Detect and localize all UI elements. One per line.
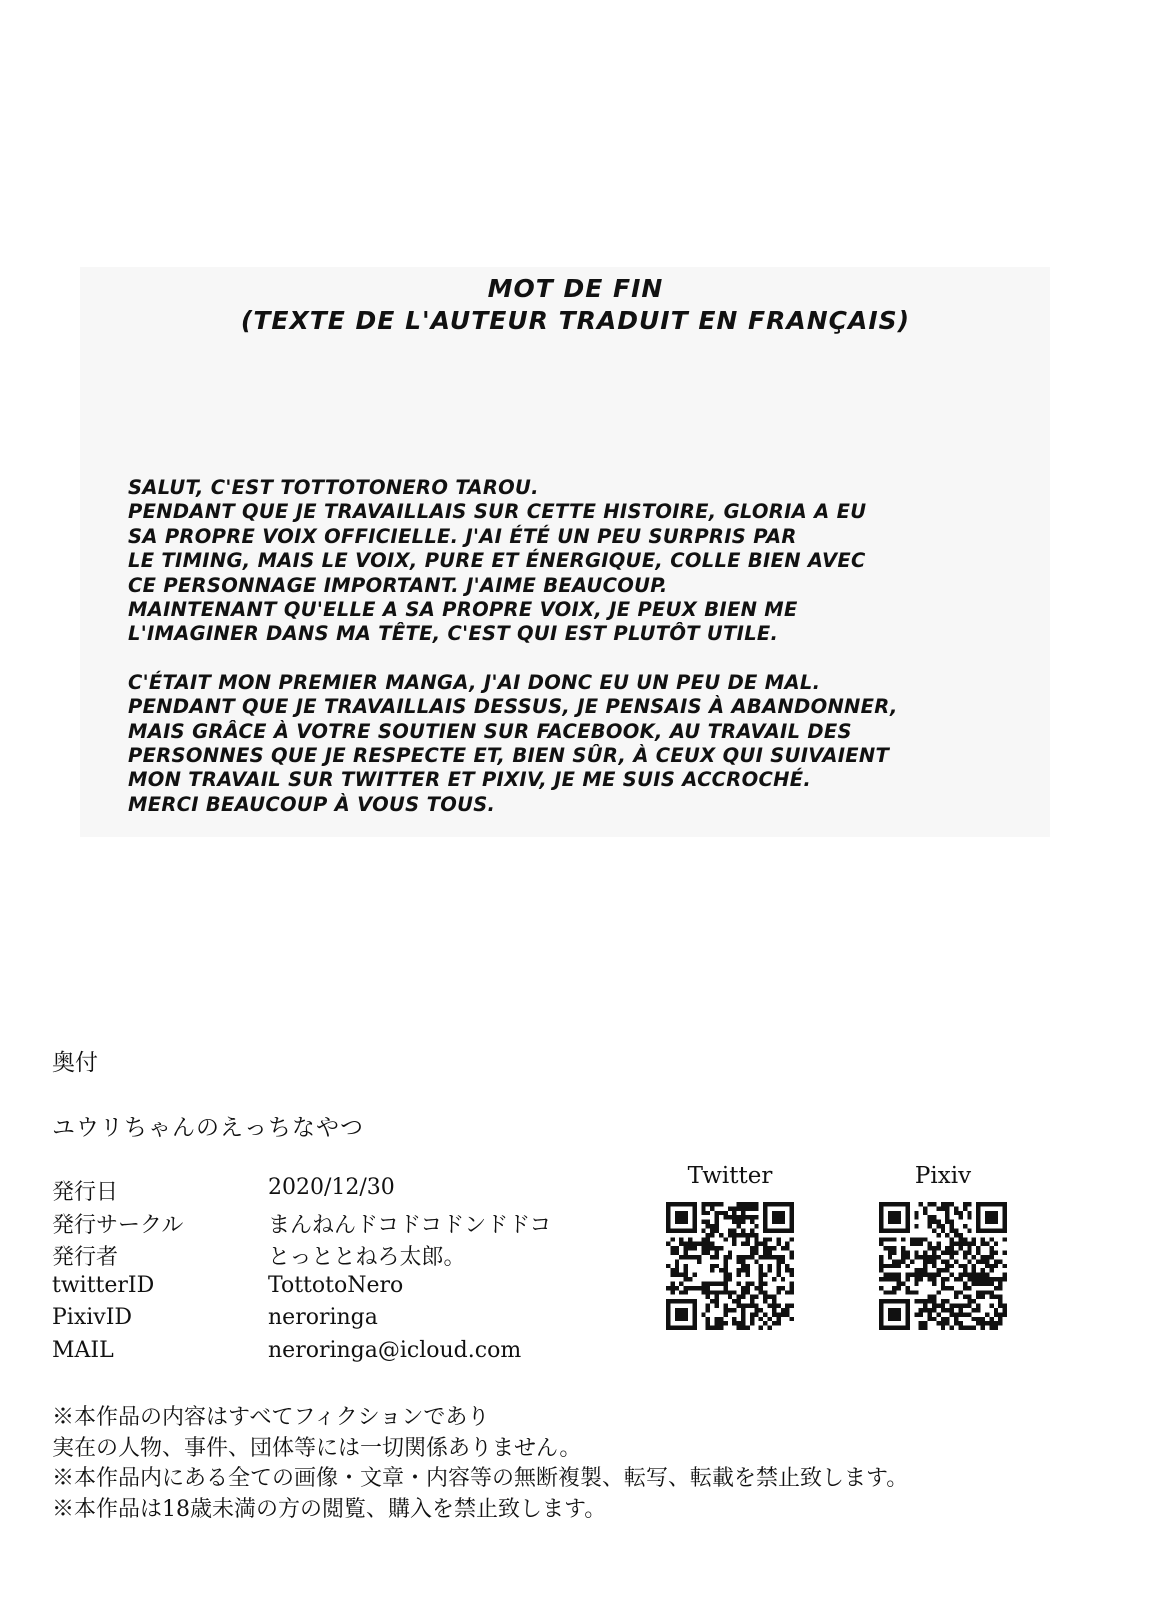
- afterword-line: PENDANT QUE JE TRAVAILLAIS DESSUS, JE PENSAIS À ABANDONNER,: [128, 695, 898, 719]
- afterword-line: MERCI BEAUCOUP À VOUS TOUS.: [128, 792, 496, 816]
- afterword-line: L'IMAGINER DANS MA TÊTE, C'EST QUI EST PLUTÔT UTILE.: [128, 622, 779, 646]
- colophon-heading: 奥付: [52, 1050, 98, 1076]
- notice-line: 実在の人物、事件、団体等には一切関係ありません。: [52, 1435, 582, 1461]
- afterword-line: SA PROPRE VOIX OFFICIELLE. J'AI ÉTÉ UN PEU SURPRIS PAR: [128, 524, 797, 548]
- qr-code-icon[interactable]: [879, 1202, 1007, 1330]
- afterword-line: PENDANT QUE JE TRAVAILLAIS SUR CETTE HISTOIRE, GLORIA A EU: [128, 500, 867, 524]
- info-label: 発行サークル: [52, 1212, 184, 1238]
- info-label: twitterID: [52, 1272, 155, 1298]
- afterword-subtitle: (TEXTE DE L'AUTEUR TRADUIT EN FRANÇAIS): [240, 306, 911, 335]
- notice-line: ※本作品は18歳未満の方の閲覧、購入を禁止致します。: [52, 1496, 607, 1522]
- twitter-qr-block: [664, 1162, 796, 1330]
- afterword-paragraph: [128, 671, 1048, 817]
- qr-code-icon[interactable]: [666, 1202, 794, 1330]
- qr-label-twitter: Twitter: [687, 1163, 773, 1189]
- pixiv-qr-block: [877, 1162, 1009, 1330]
- afterword-line: MAINTENANT QU'ELLE A SA PROPRE VOIX, JE PEUX BIEN ME: [128, 598, 798, 622]
- info-label: 発行者: [52, 1245, 119, 1270]
- info-label: 発行日: [52, 1180, 119, 1205]
- info-value: まんねんドコドコドンドドコ: [268, 1212, 552, 1238]
- afterword-line: C'ÉTAIT MON PREMIER MANGA, J'AI DONC EU UN PEU DE MAL.: [128, 670, 821, 694]
- afterword-line: PERSONNES QUE JE RESPECTE ET, BIEN SÛR, À CEUX QUI SUIVAIENT: [128, 744, 890, 768]
- info-value: 2020/12/30: [268, 1175, 395, 1200]
- notice-line: ※本作品内にある全ての画像・文章・内容等の無断複製、転写、転載を禁止致します。: [52, 1466, 909, 1491]
- afterword-line: LE TIMING, MAIS LE VOIX, PURE ET ÉNERGIQUE, COLLE BIEN AVEC: [128, 549, 866, 573]
- afterword-line: MAIS GRÂCE À VOTRE SOUTIEN SUR FACEBOOK, AU TRAVAIL DES: [128, 719, 852, 743]
- legal-notices: [52, 1403, 908, 1525]
- afterword-line: MON TRAVAIL SUR TWITTER ET PIXIV, JE ME SUIS ACCROCHÉ.: [128, 768, 812, 792]
- info-value: neroringa: [268, 1305, 378, 1330]
- info-value: とっととねろ太郎。: [268, 1245, 466, 1270]
- info-value: TottotoNero: [268, 1272, 404, 1298]
- afterword-paragraph: [128, 476, 1048, 647]
- afterword-title: MOT DE FIN: [487, 274, 664, 303]
- qr-label-pixiv: Pixiv: [914, 1163, 972, 1189]
- info-value: neroringa@icloud.com: [268, 1337, 522, 1363]
- book-title: ユウリちゃんのえっちなやつ: [52, 1115, 364, 1141]
- afterword-line: SALUT, C'EST TOTTOTONERO TAROU.: [128, 476, 539, 499]
- afterword-line: CE PERSONNAGE IMPORTANT. J'AIME BEAUCOUP.: [128, 573, 668, 597]
- afterword-text: [128, 476, 1048, 841]
- notice-line: ※本作品の内容はすべてフィクションであり: [52, 1405, 490, 1430]
- info-label: PixivID: [52, 1305, 133, 1330]
- info-label: MAIL: [52, 1337, 114, 1363]
